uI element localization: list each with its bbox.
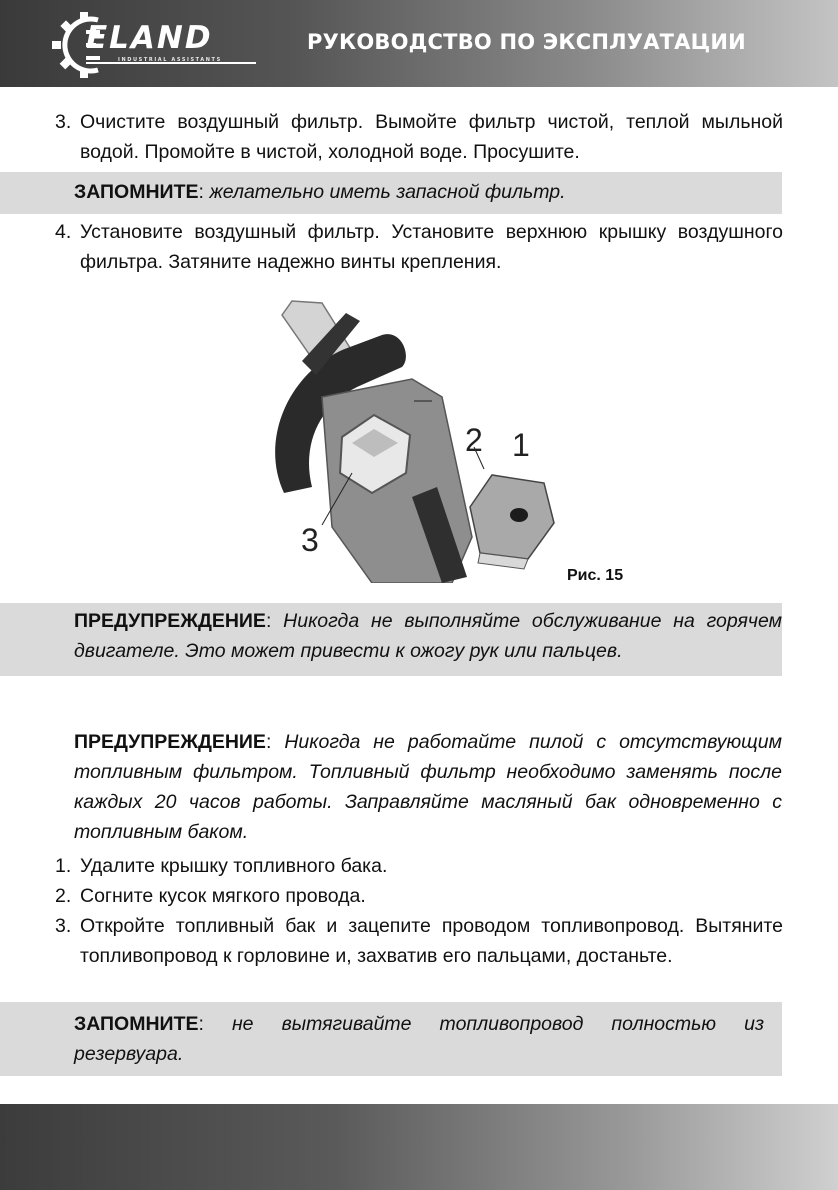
step-text: Очистите воздушный фильтр. Вымойте фильтр чистой, теплой мыльной водой. Промойте в чистой, холодной воде. Просушите. [80,111,783,163]
step-text: Удалите крышку топливного бака. [80,855,388,877]
step-number: 3. [55,111,72,133]
step-text: Откройте топливный бак и зацепите проводом топливопровод. Вытяните топливопровод к горловине и, захватив его пальцами, достаньте. [80,915,783,967]
step-number: 2. [55,885,72,907]
list-item [55,911,783,971]
note-label: ЗАПОМНИТЕ [74,181,199,203]
warning-hot-engine: ПРЕДУПРЕЖДЕНИЕ: Никогда не выполняйте обслуживание на горячем двигателе. Это может привести к ожогу рук или пальцев. [74,610,782,662]
list-item [55,851,783,881]
note-label: ЗАПОМНИТЕ [74,1013,199,1035]
warning-fuel-filter: ПРЕДУПРЕЖДЕНИЕ: Никогда не работайте пилой с отсутствующим топливным фильтром. Топливный фильтр необходимо заменять после каждых 20 часов работы. Заправляйте масляный бак одновременно с топливным баком. [74,731,782,843]
page-header [0,0,838,87]
logo-subtext: INDUSTRIAL ASSISTANTS [118,57,222,63]
step-number: 3. [55,915,72,937]
step-text: Установите воздушный фильтр. Установите верхнюю крышку воздушного фильтра. Затяните надежно винты крепления. [80,221,783,273]
callout-2: 2 [465,422,483,458]
page-title: РУКОВОДСТВО ПО ЭКСПЛУАТАЦИИ [307,30,746,54]
warning-text: Никогда не выполняйте обслуживание на горячем двигателе. Это может привести к ожогу рук или пальцев. [74,610,782,662]
step-3 [55,107,783,167]
step-text: Согните кусок мягкого провода. [80,885,366,907]
note-text: желательно иметь запасной фильтр. [209,181,566,203]
step-number: 1. [55,855,72,877]
callout-1: 1 [512,427,530,463]
warning-label: ПРЕДУПРЕЖДЕНИЕ [74,731,266,753]
callout-3: 3 [301,522,319,558]
logo-text: ELAND [86,20,213,56]
warning-text: Никогда не работайте пилой с отсутствующим топливным фильтром. Топливный фильтр необходимо заменять после каждых 20 часов работы. Заправляйте масляный бак одновременно с топливным баком. [74,731,782,843]
note-text: не вытягивайте топливопровод полностью из резервуара. [74,1013,765,1065]
step-4 [55,217,783,277]
warning-label: ПРЕДУПРЕЖДЕНИЕ [74,610,266,632]
note-remember: ЗАПОМНИТЕ: желательно иметь запасной фильтр. [74,181,566,203]
note-remember-2: ЗАПОМНИТЕ: не вытягивайте топливопровод полностью из резервуара. [74,1013,765,1065]
page-footer [0,1104,838,1190]
figure-caption: Рис. 15 [567,567,624,584]
step-number: 4. [55,221,72,243]
list-item [55,881,783,911]
